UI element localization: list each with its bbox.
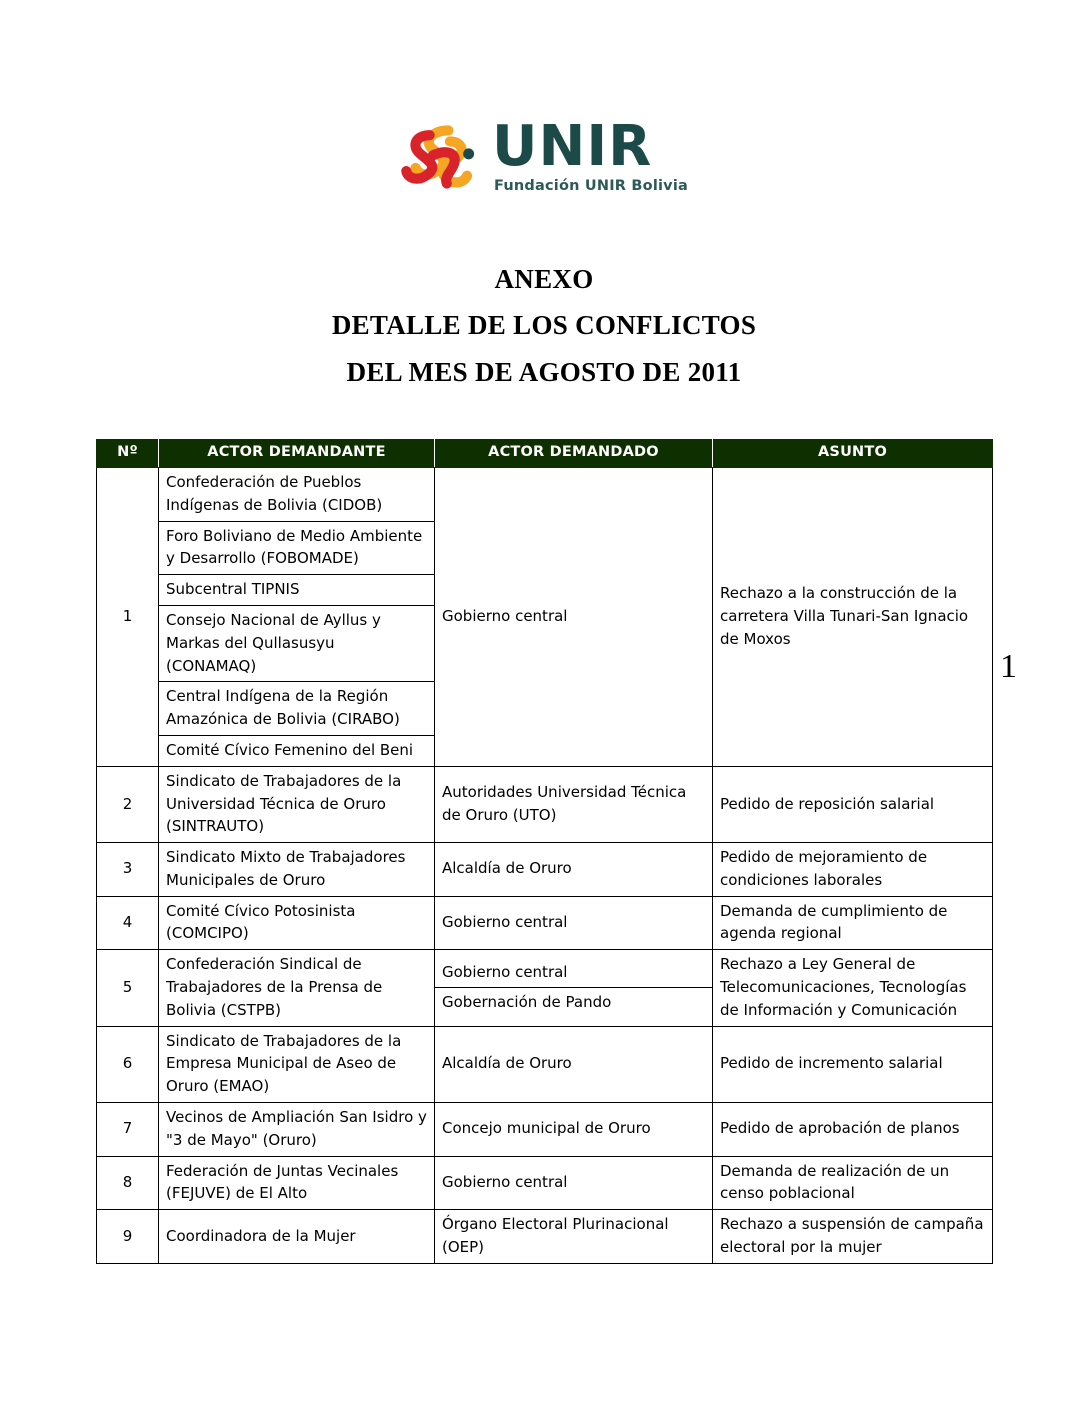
cell-actor-demandado: Órgano Electoral Plurinacional (OEP) xyxy=(435,1210,713,1264)
cell-actor-demandante xyxy=(159,467,435,766)
row-number: 5 xyxy=(97,950,159,1026)
conflicts-table xyxy=(96,439,993,1264)
table-row xyxy=(97,950,993,1026)
table-row xyxy=(97,766,993,842)
sub-row xyxy=(159,521,434,575)
table-row xyxy=(97,1156,993,1210)
column-header-actor-demandado: ACTOR DEMANDADO xyxy=(435,440,713,468)
title-anexo: ANEXO xyxy=(494,264,594,294)
cell-actor-demandante: Vecinos de Ampliación San Isidro y "3 de Mayo" (Oruro) xyxy=(159,1103,435,1157)
cell-actor-demandante: Sindicato Mixto de Trabajadores Municipales de Oruro xyxy=(159,843,435,897)
cell-asunto: Rechazo a la construcción de la carretera Villa Tunari-San Ignacio de Moxos xyxy=(713,467,993,766)
column-header-numero: Nº xyxy=(97,440,159,468)
table-row xyxy=(97,896,993,950)
cell-actor-demandado: Alcaldía de Oruro xyxy=(435,1026,713,1102)
row-number: 1 xyxy=(97,467,159,766)
cell-actor-demandante-item: Foro Boliviano de Medio Ambiente y Desarrollo (FOBOMADE) xyxy=(159,521,434,575)
cell-asunto: Demanda de realización de un censo poblacional xyxy=(713,1156,993,1210)
cell-actor-demandante-item: Comité Cívico Femenino del Beni xyxy=(166,740,414,759)
cell-actor-demandante: Federación de Juntas Vecinales (FEJUVE) de El Alto xyxy=(159,1156,435,1210)
title-detalle: DETALLE DE LOS CONFLICTOS xyxy=(331,310,757,341)
logo-subtitle: Fundación UNIR Bolivia xyxy=(494,178,688,195)
sub-row xyxy=(159,605,434,681)
row-number: 7 xyxy=(97,1103,159,1157)
table-row xyxy=(97,1026,993,1102)
table-body xyxy=(97,467,993,1263)
table-row xyxy=(97,1103,993,1157)
row-number: 3 xyxy=(97,843,159,897)
column-header-asunto: ASUNTO xyxy=(713,440,993,468)
sub-row xyxy=(159,468,434,521)
cell-actor-demandado: Gobierno central xyxy=(435,896,713,950)
logo-text-block xyxy=(492,114,688,195)
cell-actor-demandado: Autoridades Universidad Técnica de Oruro (UTO) xyxy=(435,766,713,842)
column-header-actor-demandante: ACTOR DEMANDANTE xyxy=(159,440,435,468)
table-row xyxy=(97,843,993,897)
cell-actor-demandado xyxy=(435,950,713,1026)
cell-actor-demandante-item: Subcentral TIPNIS xyxy=(159,575,434,606)
sub-row xyxy=(159,682,434,736)
conflicts-table-container xyxy=(96,439,992,1264)
cell-actor-demandado: Alcaldía de Oruro xyxy=(435,843,713,897)
row-number: 8 xyxy=(97,1156,159,1210)
cell-asunto: Rechazo a suspensión de campaña electoral por la mujer xyxy=(713,1210,993,1264)
cell-asunto: Pedido de reposición salarial xyxy=(713,766,993,842)
document-title-block xyxy=(0,256,1088,395)
sub-row xyxy=(435,958,712,988)
cell-actor-demandado-item: Gobierno central xyxy=(435,958,712,988)
row-number: 6 xyxy=(97,1026,159,1102)
cell-actor-demandado: Gobierno central xyxy=(435,467,713,766)
row-number: 2 xyxy=(97,766,159,842)
logo-lockup xyxy=(400,114,688,196)
cell-actor-demandante: Coordinadora de la Mujer xyxy=(159,1210,435,1264)
page-number: 1 xyxy=(1000,648,1017,685)
cell-actor-demandante-list xyxy=(159,468,434,766)
cell-actor-demandante: Confederación Sindical de Trabajadores de la Prensa de Bolivia (CSTPB) xyxy=(159,950,435,1026)
cell-actor-demandante: Sindicato de Trabajadores de la Universidad Técnica de Oruro (SINTRAUTO) xyxy=(159,766,435,842)
sub-row xyxy=(435,988,712,1018)
cell-asunto: Rechazo a Ley General de Telecomunicaciones, Tecnologías de Información y Comunicación xyxy=(713,950,993,1026)
row-number: 9 xyxy=(97,1210,159,1264)
cell-actor-demandado-list xyxy=(435,958,712,1019)
cell-asunto: Pedido de aprobación de planos xyxy=(713,1103,993,1157)
cell-asunto: Demanda de cumplimiento de agenda regional xyxy=(713,896,993,950)
table-row xyxy=(97,1210,993,1264)
cell-asunto: Pedido de incremento salarial xyxy=(713,1026,993,1102)
sub-row xyxy=(159,735,434,765)
cell-actor-demandante: Comité Cívico Potosinista (COMCIPO) xyxy=(159,896,435,950)
cell-asunto: Pedido de mejoramiento de condiciones laborales xyxy=(713,843,993,897)
logo-wordmark: UNIR xyxy=(492,114,653,180)
cell-actor-demandante: Sindicato de Trabajadores de la Empresa Municipal de Aseo de Oruro (EMAO) xyxy=(159,1026,435,1102)
unir-knot-logo-icon xyxy=(400,118,478,196)
table-header xyxy=(97,440,993,468)
row-number: 4 xyxy=(97,896,159,950)
cell-actor-demandante-item: Consejo Nacional de Ayllus y Markas del Qullasusyu (CONAMAQ) xyxy=(159,605,434,681)
table-row xyxy=(97,467,993,766)
cell-actor-demandante-item: Confederación de Pueblos Indígenas de Bolivia (CIDOB) xyxy=(159,468,434,521)
title-mes: DEL MES DE AGOSTO DE 2011 xyxy=(346,356,742,387)
cell-actor-demandado: Concejo municipal de Oruro xyxy=(435,1103,713,1157)
cell-actor-demandado: Gobierno central xyxy=(435,1156,713,1210)
header-row xyxy=(97,440,993,468)
cell-actor-demandado-item: Gobernación de Pando xyxy=(442,993,612,1012)
cell-actor-demandante-item: Central Indígena de la Región Amazónica de Bolivia (CIRABO) xyxy=(159,682,434,736)
sub-row xyxy=(159,575,434,606)
logo-header xyxy=(0,114,1088,196)
